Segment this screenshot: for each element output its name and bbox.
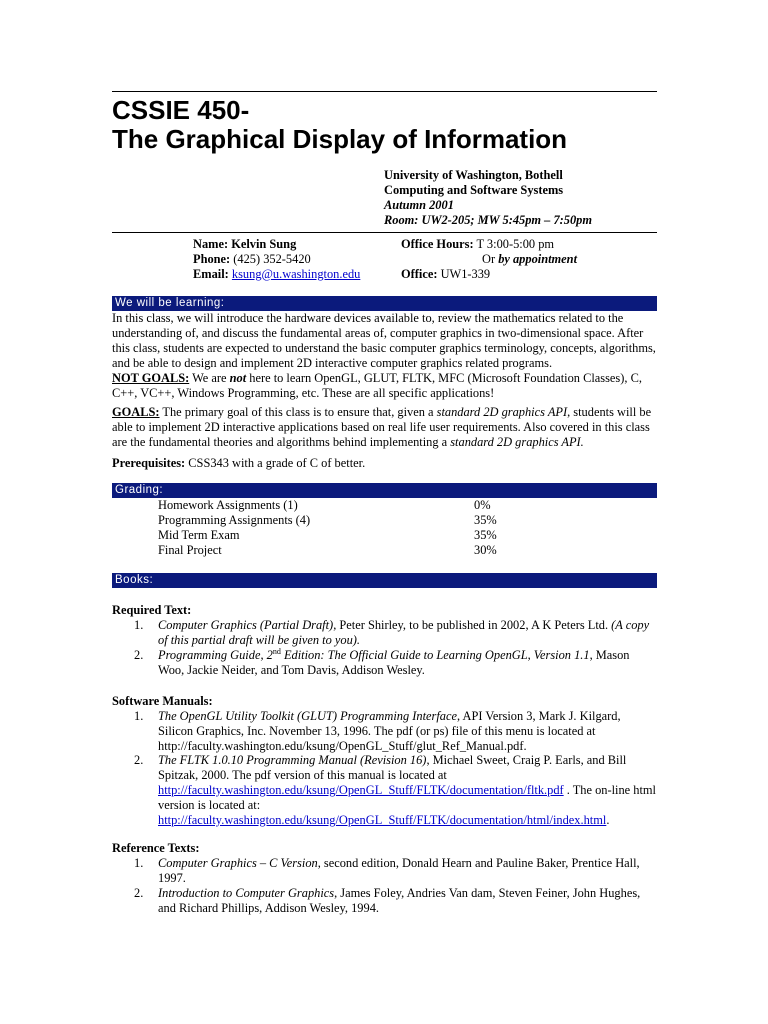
fltk-html-link[interactable]: http://faculty.washington.edu/ksung/OpenGL_Stuff/FLTK/documentation/html/index.html — [158, 813, 607, 827]
syllabus-page: CSSIE 450- The Graphical Display of Information University of Washington, Bothell Computing and Software Systems Autumn 2001 Room: UW2-205; MW 5:45pm – 7:50pm Name: Kelvin Sung Phone: (425) 352-5420 Email: ksung@u.washington.edu Office Hours: T 3:00-5:00 pm Or by appointment Office: UW1-339 We will be learning: In this class, we will introduce the hardware devices available to, review the mathematics related to the understanding of, and discuss the fundamental areas of, computer graphics in two-dimensional space. After this class, students are expected to understand the basic computer graphics terminology, concepts, algorithms, and be able to design and implement 2D interactive computer graphics related programs. NOT GOALS: We are not here to learn OpenGL, GLUT, FLTK, MFC (Microsoft Foundation Classes), C, C++, VC++, Windows Programming, etc. These are all specific applications! GOALS: The primary goal of this class is to ensure that, given a standard 2D graphics API, students will be able to implement 2D interactive applications based on real life user requirements. Also covered in this class are the fundamental theories and algorithms behind implementing a standard 2D graphics API. Prerequisites: CSS343 with a grade of C of better. Grading: Homework Assignments (1) 0% Programming Assignments (4) 35% Mid Term Exam 35% Final Project 30% Books: Required Text: 1. Computer Graphics (Partial Draft), Peter Shirley, to be published in 2002, A K Peters Ltd. (A copy of this partial draft will be given to you). 2. Programming Guide, 2nd Edition: The Official Guide to Learning OpenGL, Version 1.1, Mason Woo, Jackie Neider, and Tom Davis, Addison Wesley. Software Manuals: 1. The OpenGL Utility Toolkit (GLUT) Programming Interface, API Version 3, Mark J. Kilgard, Silicon Graphics, Inc. November 13, 1996. The pdf (or ps) file of this menu is located at http://faculty.washington.edu/ksung/OpenGL_Stuff/glut_Ref_Manual.pdf. 2. The FLTK 1.0.10 Programming Manual (Revision 16), Michael Sweet, Craig P. Earls, and Bill Spitzak, 2000. The pdf version of this manual is located at http://faculty.washington.edu/ksung/OpenGL_Stuff/FLTK/documentation/fltk.pdf . The on-line html version is located at: http://faculty.washington.edu/ksung/OpenGL_Stuff/FLTK/documentation/html/index.html. Reference Texts: 1. Computer Graphics – C Version, second edition, Donald Hearn and Pauline Baker, Prentice Hall, 1997. 2. Introduction to Computer Graphics, James Foley, Andries Van dam, Steven Feiner, John Hughes, and Richard Phillips, Addison Wesley, 1994. — [0, 0, 768, 1024]
top-rule — [112, 91, 657, 92]
required-text-heading: Required Text: — [112, 603, 192, 617]
room-schedule: Room: UW2-205; MW 5:45pm – 7:50pm — [384, 213, 593, 227]
course-title: The Graphical Display of Information — [112, 124, 568, 154]
course-code: CSSIE 450- — [112, 95, 250, 125]
goals: GOALS: The primary goal of this class is to ensure that, given a standard 2D graphics API, students will be able to implement 2D interactive applications based on real life user requirements. Also covered in this class are the fundamental theories and algorithms behind implementing a standard 2D graphics API. — [112, 405, 652, 449]
software-manuals-heading: Software Manuals: — [112, 694, 213, 708]
term: Autumn 2001 — [384, 198, 454, 212]
instructor-phone: Phone: (425) 352-5420 — [193, 252, 311, 266]
university: University of Washington, Bothell — [384, 168, 563, 182]
department: Computing and Software Systems — [384, 183, 564, 197]
email-link[interactable]: ksung@u.washington.edu — [231, 267, 361, 281]
grade-row: Homework Assignments (1) 0% — [158, 498, 491, 512]
office-hours-alt: Or by appointment — [482, 252, 578, 266]
grading-section-bar: Grading: — [112, 483, 657, 498]
grade-row: Final Project 30% — [158, 543, 497, 557]
office-info — [401, 237, 577, 282]
contact-rule — [112, 232, 657, 233]
books-section-bar: Books: — [112, 573, 657, 588]
office-location: Office: UW1-339 — [401, 267, 491, 281]
contact-info — [193, 237, 360, 282]
learning-section — [112, 311, 660, 471]
not-goals: NOT GOALS: We are not here to learn OpenGL, GLUT, FLTK, MFC (Microsoft Foundation Classes), C, C++, VC++, Windows Programming, etc. These are all specific applications! — [112, 371, 642, 400]
office-hours: Office Hours: T 3:00-5:00 pm — [401, 237, 555, 251]
course-intro: In this class, we will introduce the hardware devices available to, review the mathematics related to the understanding of, and discuss the fundamental areas of, computer graphics in two-dimensional space. After this class, students are expected to understand the basic computer graphics terminology, concepts, algorithms, and be able to design and implement 2D interactive computer graphics related programs. — [112, 311, 656, 370]
grade-row: Mid Term Exam 35% — [158, 528, 497, 542]
instructor-email: Email: ksung@u.washington.edu — [193, 267, 361, 281]
instructor-name: Name: Kelvin Sung — [193, 237, 297, 251]
reference-texts-heading: Reference Texts: — [112, 841, 200, 855]
fltk-pdf-link[interactable]: http://faculty.washington.edu/ksung/OpenGL_Stuff/FLTK/documentation/fltk.pdf — [158, 783, 564, 797]
institution-block — [384, 168, 592, 228]
learning-section-bar: We will be learning: — [112, 296, 657, 311]
grade-row: Programming Assignments (4) 35% — [158, 513, 497, 527]
prerequisites: Prerequisites: CSS343 with a grade of C of better. — [112, 456, 366, 470]
